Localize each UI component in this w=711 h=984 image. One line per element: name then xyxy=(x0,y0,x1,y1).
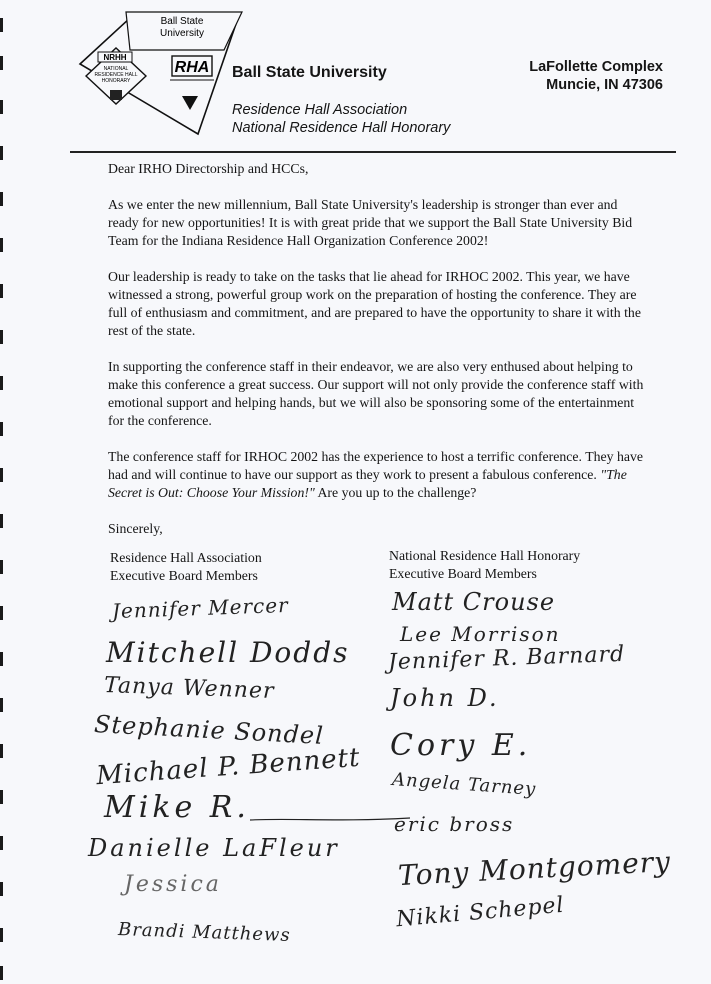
nrhh-board-label xyxy=(389,547,580,583)
signature-right-2: Lee Morrison xyxy=(400,622,561,646)
address xyxy=(529,58,663,94)
signature-right-5: Cory E. xyxy=(390,728,532,763)
logo-rha: RHA xyxy=(174,59,210,76)
signature-left-8: Jessica xyxy=(124,872,222,897)
logo-nrhh: NRHH xyxy=(103,53,127,62)
signature-right-4: John D. xyxy=(390,684,500,712)
signature-left-4: Stephanie Sondel xyxy=(93,710,325,750)
signature-right-8: Tony Montgomery xyxy=(397,844,672,893)
logo-nrhh-2: RESIDENCE HALL xyxy=(94,72,138,78)
letter-body xyxy=(108,160,648,556)
signature-left-7: Danielle LaFleur xyxy=(88,834,340,862)
signature-left-6: Mike R. xyxy=(104,790,250,825)
paragraph-3: In supporting the conference staff in their endeavor, we are also very enthused about helping to make this conference a great success. Our support will not only provide the conference staff with emotional support and helping hands, but we will also be sponsoring some of the entertainment for the conference. xyxy=(108,359,644,428)
address-line1: LaFollette Complex xyxy=(529,59,663,75)
org-subtitle-line2: National Residence Hall Honorary xyxy=(232,120,451,136)
paragraph-4 xyxy=(108,448,648,502)
signature-left-2: Mitchell Dodds xyxy=(106,636,350,669)
rha-board-line2: Executive Board Members xyxy=(110,568,258,583)
org-subtitle xyxy=(232,101,450,137)
org-subtitle-line1: Residence Hall Association xyxy=(232,102,408,118)
slogan: "The Secret is Out: Choose Your Mission!" xyxy=(108,467,627,500)
signature-right-7: eric bross xyxy=(394,812,515,836)
signature-left-5: Michael P. Bennett xyxy=(95,742,362,792)
p4-end: Are you up to the challenge? xyxy=(314,485,477,500)
logo-nrhh-3: HONORARY xyxy=(101,78,131,84)
binder-edge xyxy=(0,0,6,984)
logo-nrhh-1: NATIONAL xyxy=(103,66,129,72)
logo-top-label-2: University xyxy=(160,28,204,39)
paragraph-1: As we enter the new millennium, Ball State University's leadership is stronger than ever and ready for new opportunities! It is with great pride that we support the Ball State University Bid Team for the Indiana Residence Hall Organization Conference 2002! xyxy=(108,197,633,248)
signature-right-3: Jennifer R. Barnard xyxy=(387,641,626,676)
signature-left-3: Tanya Wenner xyxy=(103,673,275,704)
closing: Sincerely, xyxy=(108,521,163,536)
rha-board-line1: Residence Hall Association xyxy=(110,550,262,565)
nrhh-board-line1: National Residence Hall Honorary xyxy=(389,548,581,563)
nrhh-board-line2: Executive Board Members xyxy=(389,566,537,581)
header-divider xyxy=(70,151,676,153)
signature-right-6: Angela Tarney xyxy=(391,768,537,801)
signature-right-9: Nikki Schepel xyxy=(395,892,566,933)
rha-board-label xyxy=(110,549,262,585)
logo-top-label-1: Ball State xyxy=(160,16,204,27)
signature-left-9: Brandi Matthews xyxy=(117,918,292,947)
signature-right-1: Matt Crouse xyxy=(392,588,556,616)
signature-left-1: Jennifer Mercer xyxy=(111,592,290,624)
paragraph-2: Our leadership is ready to take on the tasks that lie ahead for IRHOC 2002. This year, we have witnessed a strong, powerful group work on the preparation of hosting the conference. They are full of enthusiasm and commitment, and are prepared to have the opportunity to share it with the rest of the state. xyxy=(108,269,641,338)
greeting: Dear IRHO Directorship and HCCs, xyxy=(108,161,309,176)
address-line2: Muncie, IN 47306 xyxy=(546,77,663,93)
org-name: Ball State University xyxy=(232,64,387,81)
p4-start: The conference staff for IRHOC 2002 has the experience to host a terrific conference. They have had and will continue to have our support as they work to present a fabulous conference. xyxy=(108,449,644,482)
signature-flourish xyxy=(250,808,410,828)
diamond-emblem-icon xyxy=(74,6,244,146)
